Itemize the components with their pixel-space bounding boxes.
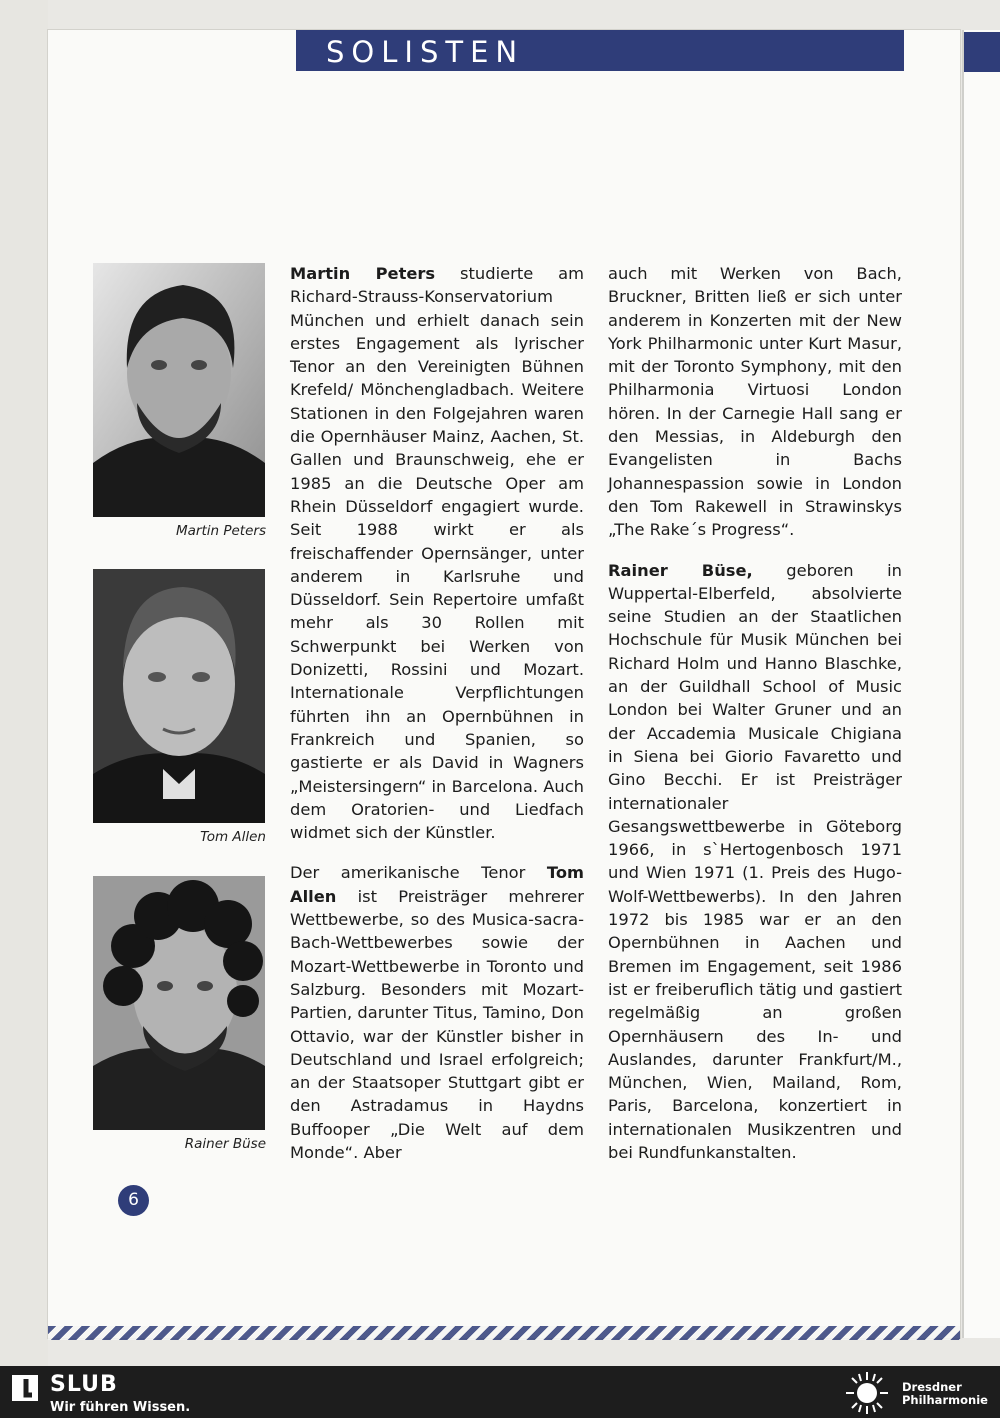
- page-edge-stripe: [48, 1326, 960, 1340]
- text-column-right: [608, 262, 902, 1181]
- portrait-photo-tom-allen: [93, 569, 265, 823]
- section-title: SOLISTEN: [326, 35, 525, 69]
- slub-logo-icon: [10, 1373, 40, 1403]
- artist-name: Martin Peters: [290, 264, 436, 283]
- artist-name: Rainer Büse,: [608, 560, 753, 580]
- scan-background: [0, 0, 48, 1366]
- bio-text: studierte am Richard-Strauss-Konservatorium München und erhielt danach sein erstes Engagement als lyrischer Tenor an den Vereinigten Bühnen Krefeld/ Mönchengladbach. Weitere Stationen in den Folgejahren waren die Opernhäuser Mainz, Aachen, St. Gallen und Braunschweig, ehe er 1985 an die Deutsche Oper am Rhein Düsseldorf engagiert wurde. Seit 1988 wirkt er als freischaffender Opernsänger, unter anderem in Karlsruhe und Düsseldorf. Sein Repertoire umfaßt mehr als 30 Rollen mit Schwerpunkt bei Werken von Donizetti, Rossini und Mozart. Internationale Verpflichtungen führten ihn an Opernbühnen in Frankreich und Spanien, so gastierte er als David in Wagners „Meistersingern“ in Barcelona. Auch dem Oratorien- und Liedfach widmet sich der Künstler.: [290, 264, 584, 843]
- bio-martin-peters: [290, 262, 584, 844]
- bio-intro: Der amerikanische Tenor: [290, 863, 547, 883]
- portrait-photo-rainer-buese: [93, 876, 265, 1130]
- bio-text: auch mit Werken von Bach, Bruckner, Britten ließ er sich unter anderem in Konzerten mit der New York Philharmonic unter Kurt Masur, mit der Toronto Symphony, mit den Philharmonia Virtuosi London hören. In der Carnegie Hall sang er den Messias, in Aldeburgh den Evangelisten in Bachs Johannespassion sowie in London den Tom Rakewell in Strawinskys „The Rake´s Progress“.: [608, 264, 902, 540]
- library-tagline: Wir führen Wissen.: [50, 1400, 191, 1415]
- orchestra-name-line1: Dresdner: [902, 1380, 962, 1394]
- text-column-left: [290, 262, 584, 1181]
- orchestra-logo-icon: [842, 1370, 892, 1416]
- bio-rainer-buese: [608, 559, 902, 1165]
- photo-caption: Martin Peters: [176, 523, 266, 539]
- bio-text: geboren in Wuppertal-Elberfeld, absolvierte seine Studien an der Staatlichen Hochschule für Musik München bei Richard Holm und Hanno Blaschke, an der Guildhall School of Music London bei Walter Gruner und an der Accademia Musicale Chigiana in Siena bei Giorio Favaretto und Gino Becchi. Er ist Preisträger internationaler Gesangswettbewerbe in Göteborg 1966, in s`Hertogenbosch 1971 und Wien 1971 (1. Preis des Hugo-Wolf-Wettbewerbs). In den Jahren 1972 bis 1985 war er an den Opernbühnen in Aachen und Bremen im Engagement, seit 1986 ist er freiberuflich tätig und gastiert regelmäßig an großen Opernhäusern des In- und Auslandes, darunter Frankfurt/M., München, Wien, Mailand, Rom, Paris, Barcelona, konzertiert in internationalen Musikzentren und bei Rundfunkanstalten.: [608, 560, 902, 1162]
- bio-tom-allen: [290, 861, 584, 1164]
- photo-caption: Rainer Büse: [184, 1136, 266, 1152]
- artist-name: Tom Allen: [290, 863, 584, 906]
- portrait-photo-martin-peters: [93, 263, 265, 517]
- orchestra-name-line2: Philharmonie: [902, 1393, 988, 1407]
- adjacent-page-header-band: [964, 32, 1000, 72]
- bio-tom-allen-continued: [608, 262, 902, 542]
- adjacent-page-edge: [962, 30, 1000, 1338]
- page-number: 6: [118, 1185, 149, 1216]
- library-name: SLUB: [50, 1372, 118, 1397]
- bio-text: ist Preisträger mehrerer Wettbewerbe, so des Musica-sacra-Bach-Wettbewerbes sowie der Mozart-Wettbewerbe in Toronto und Salzburg. Besonders mit Mozart-Partien, darunter Titus, Tamino, Don Ottavio, war der Künstler bisher in Deutschland und Israel erfolgreich; an der Staatsoper Stuttgart gibt er den Astradamus in Haydns Buffooper „Die Welt auf dem Monde“. Aber: [290, 886, 584, 1162]
- photo-caption: Tom Allen: [200, 829, 266, 845]
- orchestra-name: [902, 1381, 1000, 1407]
